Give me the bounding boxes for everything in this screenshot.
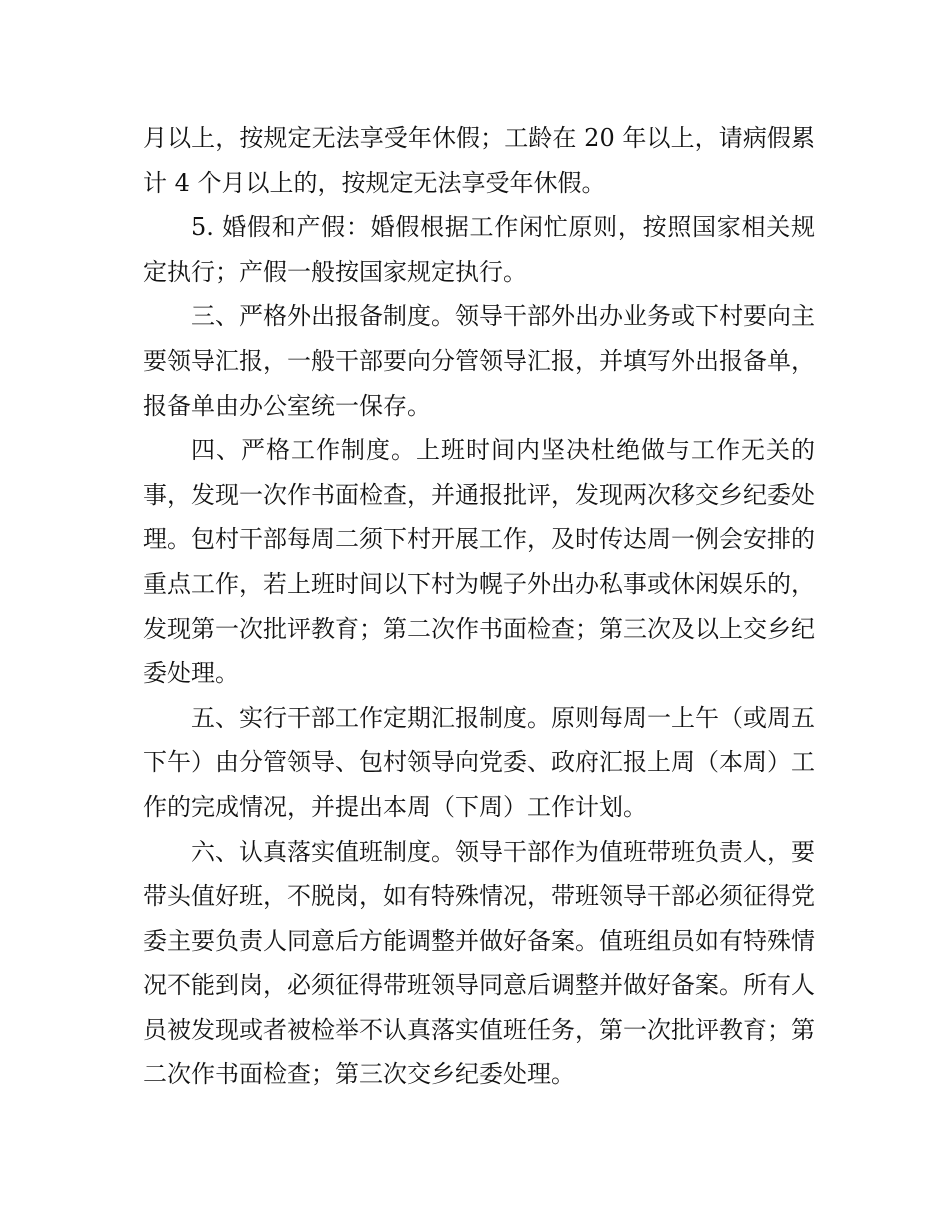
- paragraph-marriage-maternity-leave: 5. 婚假和产假：婚假根据工作闲忙原则，按照国家相关规定执行；产假一般按国家规定执行。: [143, 213, 815, 286]
- document-body: [143, 116, 815, 1097]
- paragraph-annual-leave-continued: 月以上，按规定无法享受年休假；工龄在 20 年以上，请病假累计 4 个月以上的，按规定无法享受年休假。: [143, 124, 815, 197]
- paragraph-work-discipline: 四、严格工作制度。上班时间内坚决杜绝做与工作无关的事，发现一次作书面检查，并通报批评，发现两次移交乡纪委处理。包村干部每周二须下村开展工作，及时传达周一例会安排的重点工作，若上班时间以下村为幌子外出办私事或休闲娱乐的，发现第一次批评教育；第二次作书面检查；第三次及以上交乡纪委处理。: [143, 436, 815, 688]
- paragraph-outing-registration: 三、严格外出报备制度。领导干部外出办业务或下村要向主要领导汇报，一般干部要向分管领导汇报，并填写外出报备单，报备单由办公室统一保存。: [143, 302, 815, 420]
- paragraph-duty-system: 六、认真落实值班制度。领导干部作为值班带班负责人，要带头值好班，不脱岗，如有特殊情况，带班领导干部必须征得党委主要负责人同意后方能调整并做好备案。值班组员如有特殊情况不能到岗，必须征得带班领导同意后调整并做好备案。所有人员被发现或者被检举不认真落实值班任务，第一次批评教育；第二次作书面检查；第三次交乡纪委处理。: [143, 837, 815, 1089]
- paragraph-regular-reporting: 五、实行干部工作定期汇报制度。原则每周一上午（或周五下午）由分管领导、包村领导向党委、政府汇报上周（本周）工作的完成情况，并提出本周（下周）工作计划。: [143, 703, 815, 821]
